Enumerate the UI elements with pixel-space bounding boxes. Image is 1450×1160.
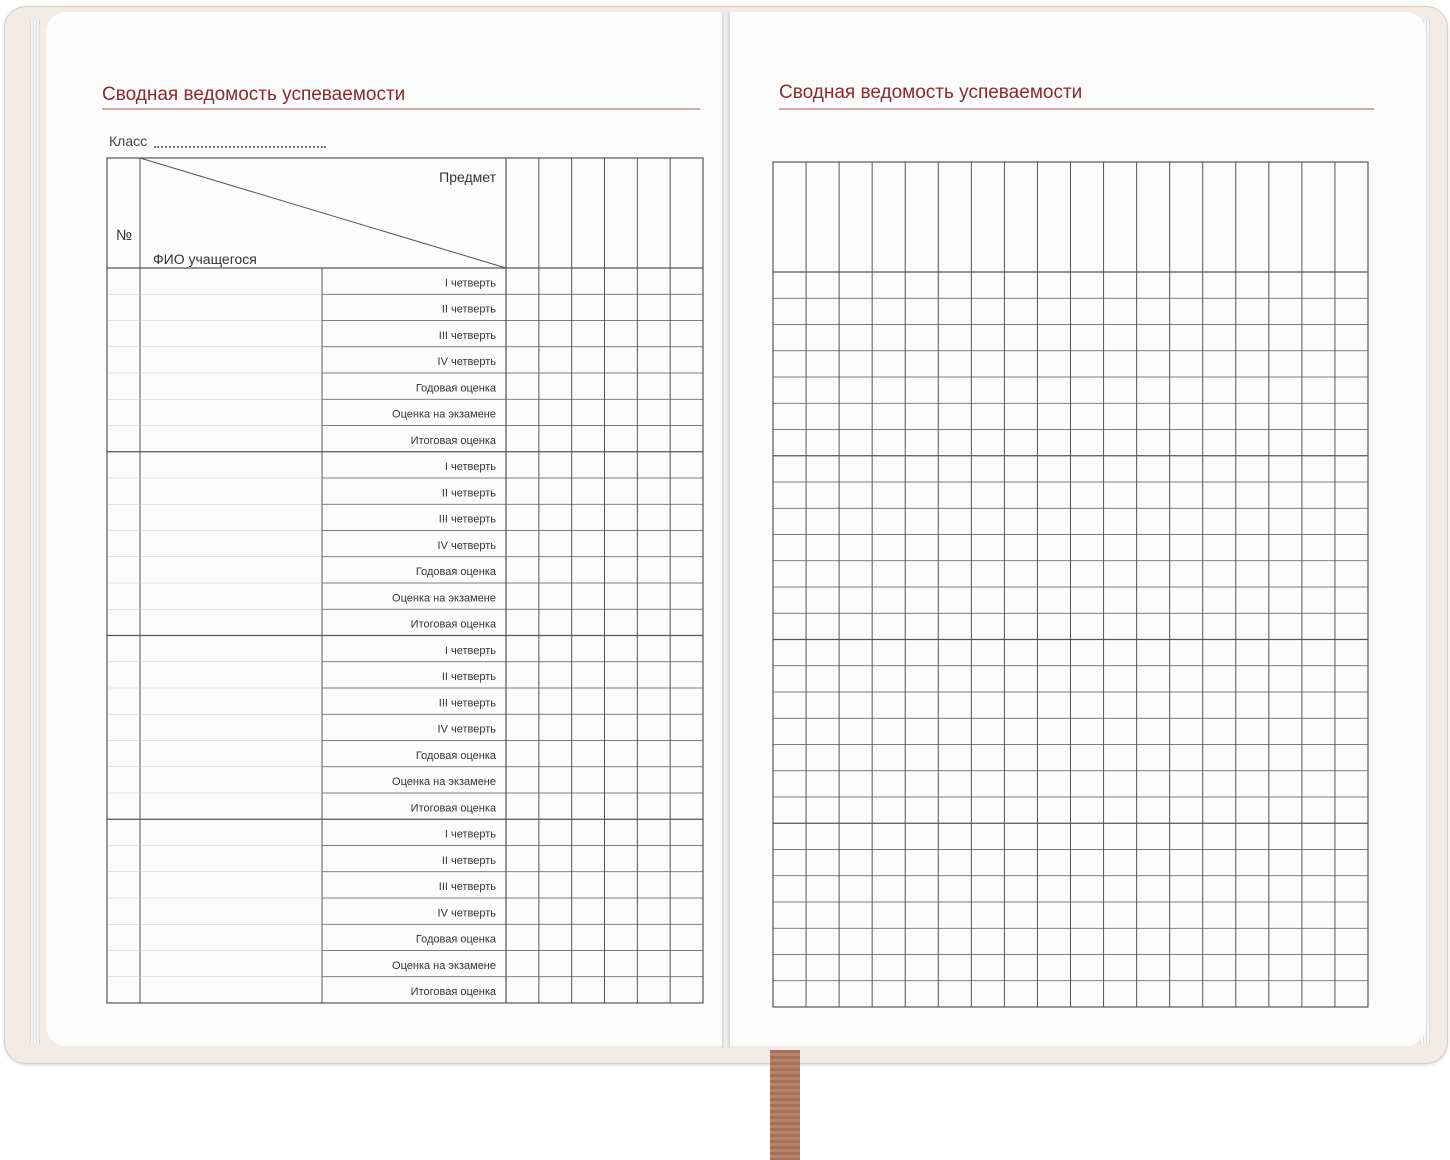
row-label: Годовая оценка xyxy=(415,749,496,762)
row-label: Итоговая оценка xyxy=(410,802,496,815)
row-label: Годовая оценка xyxy=(415,933,496,946)
row-label: Итоговая оценка xyxy=(410,434,496,447)
row-label: Оценка на экзамене xyxy=(392,959,496,972)
row-label: III четверть xyxy=(438,513,496,526)
row-label: IV четверть xyxy=(437,907,496,920)
row-label: II четверть xyxy=(441,854,496,867)
right-grade-grid xyxy=(773,162,1368,1007)
row-label: III четверть xyxy=(438,329,496,342)
row-label: Годовая оценка xyxy=(415,382,496,395)
left-table-frame xyxy=(107,158,703,1003)
row-label: Итоговая оценка xyxy=(410,986,496,998)
row-label: Оценка на экзамене xyxy=(392,776,496,788)
student-name-header: ФИО учащегося xyxy=(153,251,257,267)
row-label: Оценка на экзамене xyxy=(392,408,496,421)
row-label: I четверть xyxy=(444,644,496,657)
subject-header: Предмет xyxy=(439,169,496,185)
left-page-title: Сводная ведомость успеваемости xyxy=(102,84,406,105)
row-label: Годовая оценка xyxy=(415,566,496,578)
row-label: IV четверть xyxy=(437,723,496,736)
row-label: Итоговая оценка xyxy=(410,618,496,631)
row-label: I четверть xyxy=(444,461,496,473)
right-page-title: Сводная ведомость успеваемости xyxy=(779,82,1083,103)
left-grade-table xyxy=(107,158,703,1003)
row-label: II четверть xyxy=(441,303,496,316)
row-label: I четверть xyxy=(444,277,496,290)
number-header: № xyxy=(116,227,133,244)
row-label: Оценка на экзамене xyxy=(392,592,496,605)
bookmark-ribbon xyxy=(770,1050,800,1160)
row-label: II четверть xyxy=(441,487,496,500)
row-label: IV четверть xyxy=(437,539,496,552)
row-label: IV четверть xyxy=(437,356,496,368)
class-label: Класс xyxy=(109,133,148,149)
row-label: III четверть xyxy=(438,881,496,893)
row-label: III четверть xyxy=(438,697,496,710)
row-label: I четверть xyxy=(444,828,496,841)
row-label: II четверть xyxy=(441,671,496,683)
